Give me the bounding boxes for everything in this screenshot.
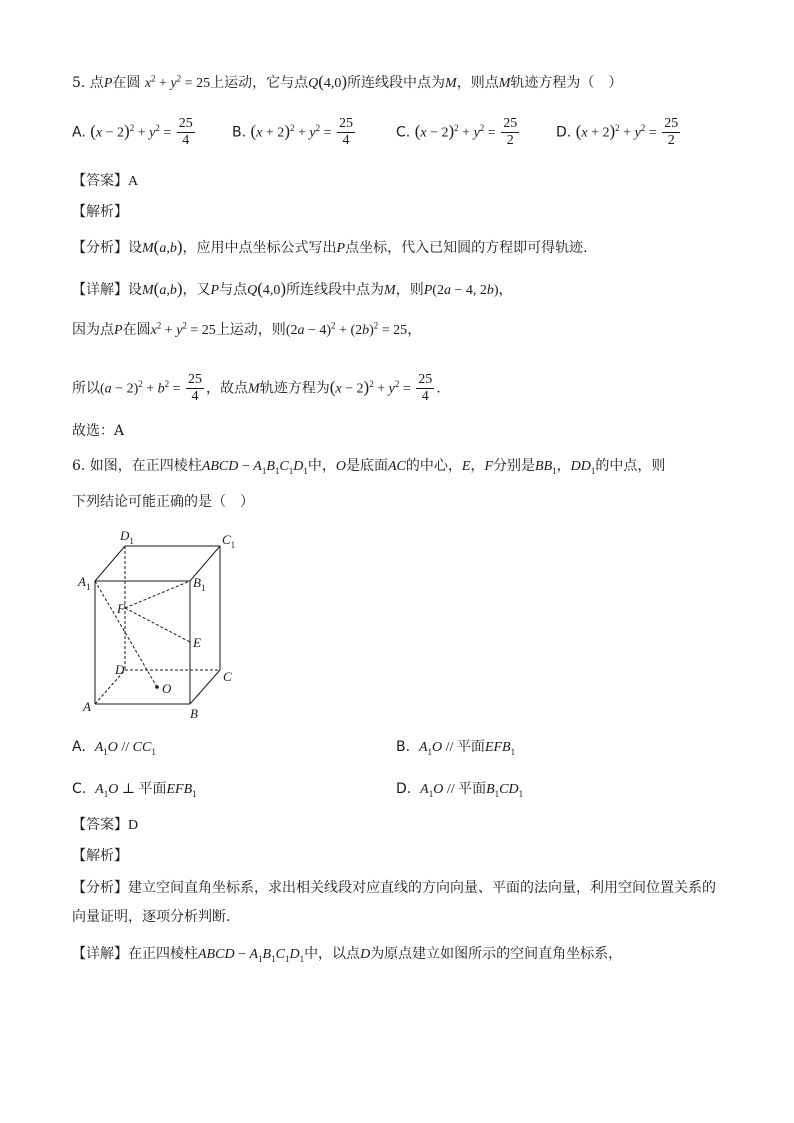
segment-f-b1 [125,581,190,608]
label-f: F [117,601,125,616]
label-c1: $C_1$ [222,532,236,550]
edge-d1-a1 [95,546,125,581]
q6-option-b: B. $A_1O$ // 平面$EFB_1$ [396,739,516,757]
q5-final-choice: 故选：A [72,423,125,439]
segment-f-e [125,608,190,642]
label-o: O [162,681,172,696]
q6-analysis-heading: 【解析】 [72,848,128,864]
q5-xiangjie-2: 因为点P在圆$x^2 + y^2 = 25$上运动，则$(2a - 4)^2 + (2b)^2 = 25$， [72,320,422,338]
label-d1: $D_1$ [120,528,134,546]
q6-answer: 【答案】D [72,817,139,833]
q6-xiangjie: 【详解】在正四棱柱ABCD − $A_1B_1C_1D_1$中，以点D为原点建立如图所示的空间直角坐标系， [72,946,623,964]
q6-option-a: A. $A_1O // CC_1$ [72,739,156,757]
label-e: E [193,635,201,650]
label-a: A [83,699,91,714]
segment-a1-o [95,581,157,687]
label-b: B [190,706,198,721]
q5-option-b: B. $(x + 2)^2 + y^2$ = $\frac{25}{4}$ [232,116,354,148]
q5-option-a: A. $(x - 2)^2 + y^2$ = $\frac{25}{4}$ [72,116,193,148]
q5-xiangjie-1: 【详解】设M(a,b)，又P与点Q(4,0)所连线段中点为M，则P(2a − 4, 2b)， [72,279,513,298]
q6-fenxi-1: 【分析】建立空间直角坐标系，求出相关线段对应直线的方向向量、平面的法向量，利用空间位置关系的 [72,880,716,896]
label-c: C [223,669,232,684]
q5-xiangjie-3: 所以$(a - 2)^2 + b^2$ = $\frac{25}{4}$ ，故点M轨迹方程为$(x - 2)^2 + y^2$ = $\frac{25}{4}$ . [72,372,441,404]
q5-stem: 5. 点P在圆 $x^2 + y^2 = 25$上运动，它与点Q(4,0)所连线段中点为M，则点M轨迹方程为（ ） [72,72,623,91]
q6-fenxi-2: 向量证明，逐项分析判断. [72,909,231,925]
q6-stem-line1: 6. 如图，在正四棱柱ABCD − $A_1B_1C_1D_1$中，O是底面AC的中心，E，F分别是$BB_1$，$DD_1$的中点，则 [72,458,666,476]
q6-stem-line2: 下列结论可能正确的是（ ） [72,494,254,510]
prism-figure [72,524,252,724]
q5-option-d: D. $(x + 2)^2 + y^2$ = $\frac{25}{2}$ [556,116,679,148]
q5-answer: 【答案】A [72,173,139,189]
label-a1: $A_1$ [78,574,91,592]
label-b1: $B_1$ [193,575,206,593]
q6-option-d: D. $A_1O$ // 平面$B_1CD_1$ [396,781,524,799]
q5-fenxi: 【分析】设M(a,b)，应用中点坐标公式写出P点坐标，代入已知圆的方程即可得轨迹. [72,237,588,256]
q5-analysis-heading: 【解析】 [72,204,128,220]
q6-option-c: C. $A_1O$ ⊥ 平面$EFB_1$ [72,781,197,799]
q5-option-c: C. $(x - 2)^2 + y^2$ = $\frac{25}{2}$ [396,116,518,148]
edge-b-c [190,670,220,704]
point-o [155,685,159,689]
label-d: D [115,662,125,677]
